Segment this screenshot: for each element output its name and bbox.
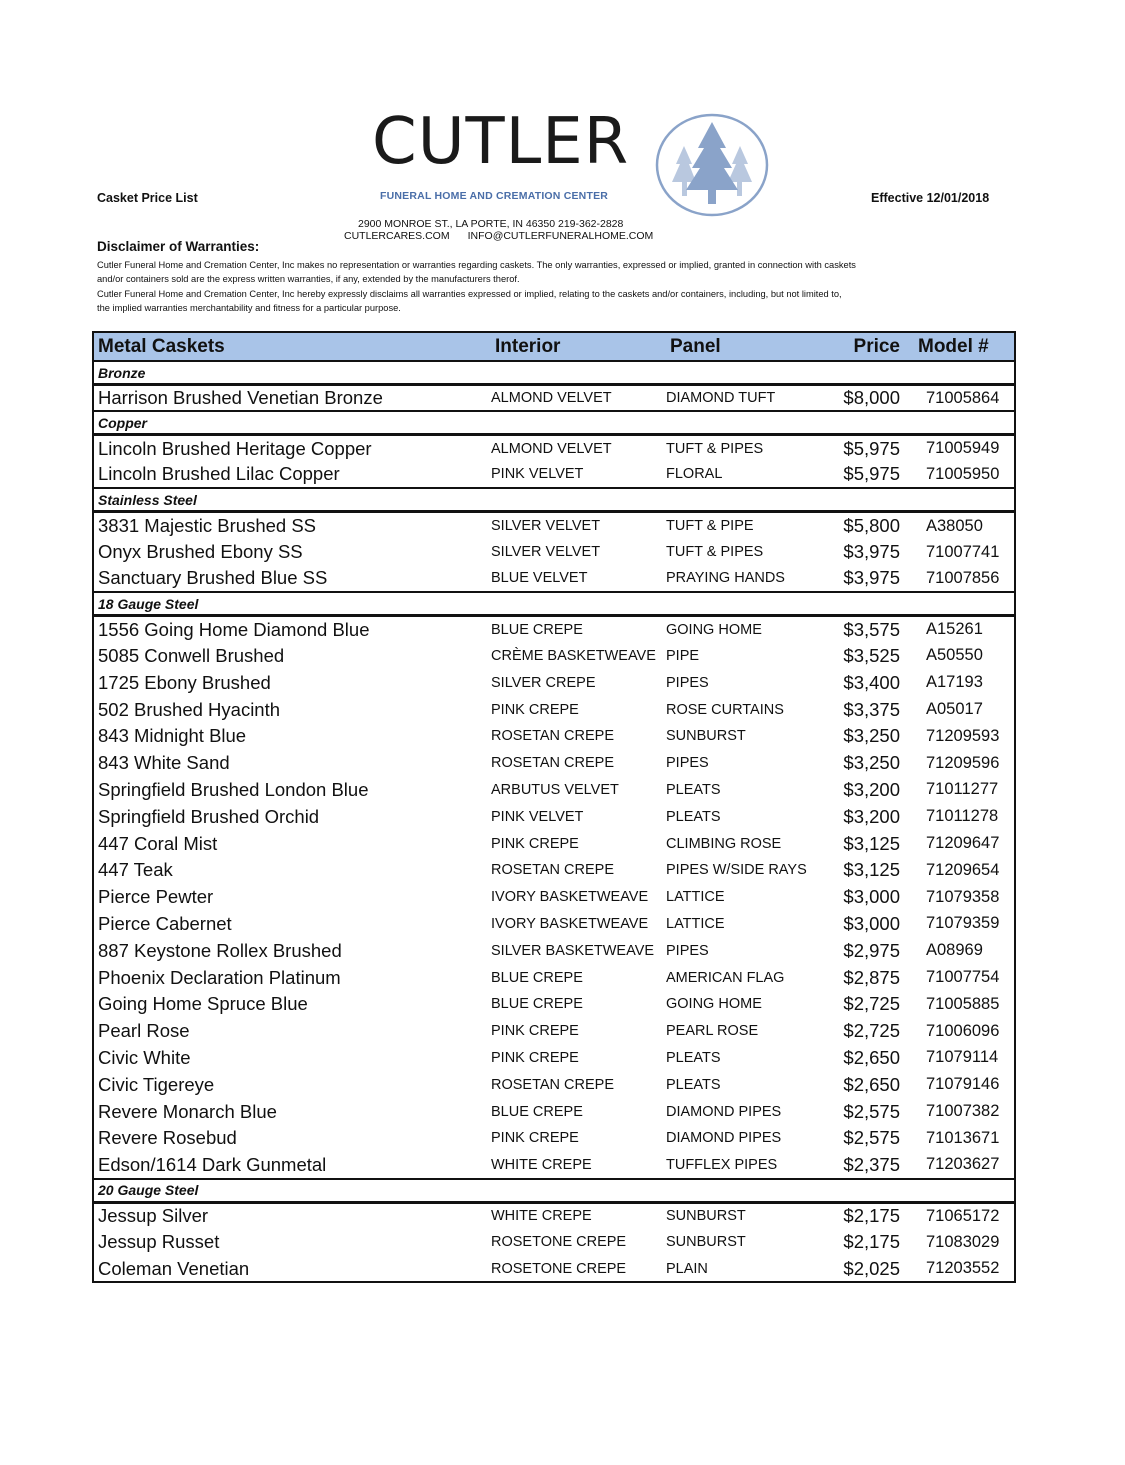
table-row — [93, 512, 1015, 539]
casket-price: $2,025 — [843, 1257, 900, 1279]
table-row — [93, 462, 1015, 489]
casket-panel: TUFT & PIPE — [666, 518, 754, 535]
pine-tree-icon — [654, 112, 770, 218]
table-row — [93, 1229, 1015, 1256]
category-label: 20 Gauge Steel — [93, 1179, 1015, 1203]
cutler-logo — [370, 105, 780, 222]
casket-interior: PINK CREPE — [491, 1130, 579, 1147]
casket-price: $5,975 — [843, 463, 900, 485]
category-row — [93, 592, 1015, 616]
casket-panel: PLEATS — [666, 808, 721, 825]
table-row — [93, 1256, 1015, 1283]
casket-panel: PIPES — [666, 674, 709, 691]
casket-panel: PLEATS — [666, 781, 721, 798]
address-line: 2900 MONROE ST., LA PORTE, IN 46350 219-362-2828 — [358, 218, 624, 230]
category-label: Bronze — [93, 361, 1015, 385]
casket-price: $5,975 — [843, 437, 900, 459]
casket-name: Revere Monarch Blue — [98, 1100, 277, 1122]
casket-panel: CLIMBING ROSE — [666, 835, 782, 852]
casket-model: 71079359 — [926, 914, 1000, 933]
casket-name: Pierce Pewter — [98, 886, 214, 908]
casket-interior: WHITE CREPE — [491, 1208, 592, 1225]
table-header-row — [93, 332, 1015, 361]
disclaimer-line: Cutler Funeral Home and Cremation Center, Inc makes no representation or warranties regarding caskets. The only warranties, expressed or implied, granted in connection with caskets — [97, 260, 856, 270]
table-row — [93, 1098, 1015, 1125]
casket-model: 71005950 — [926, 464, 1000, 483]
casket-interior: SILVER VELVET — [491, 518, 601, 535]
casket-model: 71203552 — [926, 1259, 1000, 1277]
table-row — [93, 884, 1015, 911]
casket-panel: FLORAL — [666, 466, 723, 483]
casket-price: $3,000 — [843, 886, 900, 908]
category-row — [93, 361, 1015, 385]
casket-name: 447 Teak — [98, 859, 173, 881]
casket-name: 3831 Majestic Brushed SS — [98, 515, 317, 537]
col-header-interior: Interior — [491, 332, 666, 361]
col-header-panel: Panel — [666, 332, 814, 361]
casket-name: Civic White — [98, 1046, 191, 1068]
casket-model: 71203627 — [926, 1155, 1000, 1174]
casket-interior: IVORY BASKETWEAVE — [491, 889, 649, 906]
casket-name: Pierce Cabernet — [98, 912, 232, 934]
casket-name: Coleman Venetian — [98, 1257, 250, 1279]
disclaimer-line: the implied warranties merchantability and fitness for a particular purpose. — [97, 302, 401, 313]
casket-price: $2,575 — [843, 1100, 900, 1122]
table-row — [93, 777, 1015, 804]
casket-name: Pearl Rose — [98, 1020, 190, 1042]
casket-name: 447 Coral Mist — [98, 832, 218, 854]
table-row — [93, 830, 1015, 857]
casket-price: $2,650 — [843, 1073, 900, 1095]
casket-name: Civic Tigereye — [98, 1073, 215, 1095]
casket-price: $2,375 — [843, 1153, 900, 1175]
table-row — [93, 539, 1015, 566]
casket-model: 71079146 — [926, 1075, 1000, 1094]
casket-price: $3,975 — [843, 567, 900, 589]
casket-interior: ARBUTUS VELVET — [491, 781, 619, 798]
casket-model: A08969 — [926, 941, 983, 960]
casket-model: 71209596 — [926, 753, 1000, 772]
casket-name: 1556 Going Home Diamond Blue — [98, 618, 370, 640]
casket-name: Going Home Spruce Blue — [98, 993, 308, 1015]
casket-name: 502 Brushed Hyacinth — [98, 698, 281, 720]
casket-interior: ROSETONE CREPE — [491, 1260, 627, 1277]
casket-panel: DIAMOND TUFT — [666, 390, 776, 407]
casket-interior: ROSETAN CREPE — [491, 1076, 615, 1093]
casket-model: 71209593 — [926, 726, 1000, 745]
casket-panel: PIPES — [666, 942, 709, 959]
casket-interior: SILVER BASKETWEAVE — [491, 942, 655, 959]
casket-name: Jessup Russet — [98, 1231, 220, 1253]
category-row — [93, 411, 1015, 435]
table-row — [93, 1152, 1015, 1179]
table-row — [93, 937, 1015, 964]
casket-model: 71006096 — [926, 1021, 1000, 1040]
table-row — [93, 643, 1015, 670]
disclaimer-heading: Disclaimer of Warranties: — [97, 239, 260, 254]
category-row — [93, 1179, 1015, 1203]
casket-interior: PINK CREPE — [491, 1049, 579, 1066]
casket-panel: TUFT & PIPES — [666, 544, 764, 561]
logo-subtitle: FUNERAL HOME AND CREMATION CENTER — [380, 190, 609, 202]
casket-model: 71007856 — [926, 568, 1000, 587]
casket-interior: BLUE CREPE — [491, 621, 583, 638]
casket-price: $2,725 — [843, 993, 900, 1015]
casket-interior: PINK VELVET — [491, 466, 584, 483]
casket-interior: WHITE CREPE — [491, 1156, 592, 1173]
price-table — [92, 331, 1016, 1283]
casket-panel: TUFT & PIPES — [666, 440, 764, 457]
contact-line — [344, 230, 671, 242]
category-label: Stainless Steel — [93, 488, 1015, 512]
casket-interior: SILVER VELVET — [491, 544, 601, 561]
casket-price: $2,575 — [843, 1127, 900, 1149]
casket-name: Lincoln Brushed Heritage Copper — [98, 437, 372, 459]
casket-price: $3,400 — [843, 671, 900, 693]
table-row — [93, 911, 1015, 938]
casket-name: Springfield Brushed London Blue — [98, 778, 369, 800]
table-row — [93, 857, 1015, 884]
casket-price: $3,200 — [843, 778, 900, 800]
table-row — [93, 616, 1015, 643]
casket-name: Jessup Silver — [98, 1205, 209, 1227]
casket-panel: LATTICE — [666, 915, 725, 932]
casket-price: $3,525 — [843, 644, 900, 666]
col-header-model: Model # — [914, 332, 1015, 361]
category-row — [93, 488, 1015, 512]
table-row — [93, 964, 1015, 991]
casket-panel: PIPES — [666, 755, 709, 772]
casket-interior: ROSETAN CREPE — [491, 755, 615, 772]
casket-interior: BLUE CREPE — [491, 1103, 583, 1120]
casket-price: $3,375 — [843, 698, 900, 720]
casket-interior: PINK CREPE — [491, 1023, 579, 1040]
category-label: Copper — [93, 411, 1015, 435]
casket-price: $3,575 — [843, 618, 900, 640]
casket-interior: SILVER CREPE — [491, 674, 596, 691]
casket-name: Revere Rosebud — [98, 1127, 237, 1149]
website-text: CUTLERCARES.COM — [344, 230, 450, 242]
casket-panel: AMERICAN FLAG — [666, 969, 785, 986]
casket-model: 71083029 — [926, 1232, 1000, 1251]
casket-price: $3,200 — [843, 805, 900, 827]
casket-model: 71011278 — [926, 807, 999, 826]
casket-model: 71007754 — [926, 968, 1000, 987]
casket-panel: PLAIN — [666, 1260, 708, 1277]
casket-model: A50550 — [926, 646, 983, 665]
casket-name: Phoenix Declaration Platinum — [98, 966, 341, 988]
casket-interior: ALMOND VELVET — [491, 390, 612, 407]
casket-interior: ROSETAN CREPE — [491, 728, 615, 745]
casket-price: $3,125 — [843, 832, 900, 854]
casket-model: 71013671 — [926, 1128, 1000, 1147]
category-label: 18 Gauge Steel — [93, 592, 1015, 616]
casket-model: A17193 — [926, 673, 983, 692]
casket-panel: PEARL ROSE — [666, 1023, 759, 1040]
casket-name: 5085 Conwell Brushed — [98, 644, 285, 666]
casket-price: $2,875 — [843, 966, 900, 988]
casket-panel: PLEATS — [666, 1076, 721, 1093]
casket-model: 71011277 — [926, 780, 999, 799]
casket-interior: CRÈME BASKETWEAVE — [491, 647, 656, 664]
casket-interior: IVORY BASKETWEAVE — [491, 915, 649, 932]
casket-price: $2,725 — [843, 1020, 900, 1042]
table-row — [93, 385, 1015, 412]
casket-model: 71007382 — [926, 1102, 1000, 1121]
price-table-body — [93, 361, 1015, 1282]
casket-name: 843 Midnight Blue — [98, 725, 247, 747]
casket-panel: PIPE — [666, 647, 700, 664]
casket-panel: ROSE CURTAINS — [666, 701, 784, 718]
casket-interior: BLUE VELVET — [491, 570, 588, 587]
casket-model: 71079358 — [926, 887, 1000, 906]
casket-panel: PIPES W/SIDE RAYS — [666, 862, 807, 879]
casket-model: 71005949 — [926, 439, 1000, 458]
casket-name: 887 Keystone Rollex Brushed — [98, 939, 342, 961]
doc-title: Casket Price List — [97, 191, 198, 205]
casket-price: $8,000 — [843, 387, 900, 409]
casket-panel: TUFFLEX PIPES — [666, 1156, 778, 1173]
casket-interior: PINK CREPE — [491, 835, 579, 852]
casket-panel: GOING HOME — [666, 621, 762, 638]
casket-model: A38050 — [926, 516, 983, 535]
casket-panel: PLEATS — [666, 1049, 721, 1066]
casket-name: Lincoln Brushed Lilac Copper — [98, 463, 340, 485]
casket-panel: SUNBURST — [666, 1208, 746, 1225]
col-header-name: Metal Caskets — [93, 332, 491, 361]
table-row — [93, 991, 1015, 1018]
table-row — [93, 669, 1015, 696]
casket-panel: SUNBURST — [666, 728, 746, 745]
casket-name: 843 White Sand — [98, 752, 230, 774]
table-row — [93, 723, 1015, 750]
table-row — [93, 750, 1015, 777]
table-row — [93, 696, 1015, 723]
col-header-price: Price — [814, 332, 914, 361]
casket-price: $2,650 — [843, 1046, 900, 1068]
casket-interior: PINK VELVET — [491, 808, 584, 825]
disclaimer-line: Cutler Funeral Home and Cremation Center, Inc hereby expressly disclaims all warranties expressed or implied, relating to the caskets and/or containers, including, but not limited to, — [97, 288, 842, 299]
casket-price: $5,800 — [843, 515, 900, 537]
casket-name: Springfield Brushed Orchid — [98, 805, 320, 827]
casket-name: Harrison Brushed Venetian Bronze — [98, 387, 383, 409]
casket-price: $2,975 — [843, 939, 900, 961]
table-row — [93, 565, 1015, 592]
casket-model: 71065172 — [926, 1206, 1000, 1225]
casket-model: A15261 — [926, 620, 983, 639]
casket-name: Onyx Brushed Ebony SS — [98, 541, 303, 563]
casket-interior: BLUE CREPE — [491, 996, 583, 1013]
casket-panel: PRAYING HANDS — [666, 570, 785, 587]
casket-panel: LATTICE — [666, 889, 725, 906]
casket-model: 71079114 — [926, 1048, 999, 1067]
disclaimer-body — [97, 258, 957, 315]
table-row — [93, 1125, 1015, 1152]
casket-interior: ALMOND VELVET — [491, 440, 612, 457]
casket-panel: GOING HOME — [666, 996, 762, 1013]
casket-panel: DIAMOND PIPES — [666, 1103, 782, 1120]
casket-price: $3,975 — [843, 541, 900, 563]
casket-name: Sanctuary Brushed Blue SS — [98, 567, 328, 589]
logo-wordmark: CUTLER — [372, 105, 630, 179]
casket-name: 1725 Ebony Brushed — [98, 671, 271, 693]
casket-model: A05017 — [926, 700, 983, 719]
casket-interior: ROSETONE CREPE — [491, 1234, 627, 1251]
casket-model: 71209647 — [926, 834, 1000, 853]
casket-interior: BLUE CREPE — [491, 969, 583, 986]
table-row — [93, 803, 1015, 830]
casket-price: $3,250 — [843, 752, 900, 774]
table-row — [93, 435, 1015, 462]
casket-panel: SUNBURST — [666, 1234, 746, 1251]
casket-model: 71007741 — [926, 542, 1000, 561]
casket-model: 71209654 — [926, 860, 1000, 879]
table-row — [93, 1071, 1015, 1098]
casket-model: 71005864 — [926, 388, 1000, 407]
table-row — [93, 1018, 1015, 1045]
email-text: INFO@CUTLERFUNERALHOME.COM — [467, 230, 654, 242]
casket-price: $3,250 — [843, 725, 900, 747]
casket-price: $2,175 — [843, 1205, 900, 1227]
casket-price: $3,125 — [843, 859, 900, 881]
casket-panel: DIAMOND PIPES — [666, 1130, 782, 1147]
disclaimer-line: and/or containers sold are the express written warranties, if any, extended by the manufacturers therof. — [97, 274, 520, 285]
casket-name: Edson/1614 Dark Gunmetal — [98, 1153, 327, 1175]
casket-price: $3,000 — [843, 912, 900, 934]
casket-price: $2,175 — [843, 1231, 900, 1253]
table-row — [93, 1045, 1015, 1072]
effective-date: Effective 12/01/2018 — [871, 191, 990, 205]
casket-interior: ROSETAN CREPE — [491, 862, 615, 879]
casket-model: 71005885 — [926, 994, 1000, 1013]
table-row — [93, 1202, 1015, 1229]
casket-interior: PINK CREPE — [491, 701, 579, 718]
